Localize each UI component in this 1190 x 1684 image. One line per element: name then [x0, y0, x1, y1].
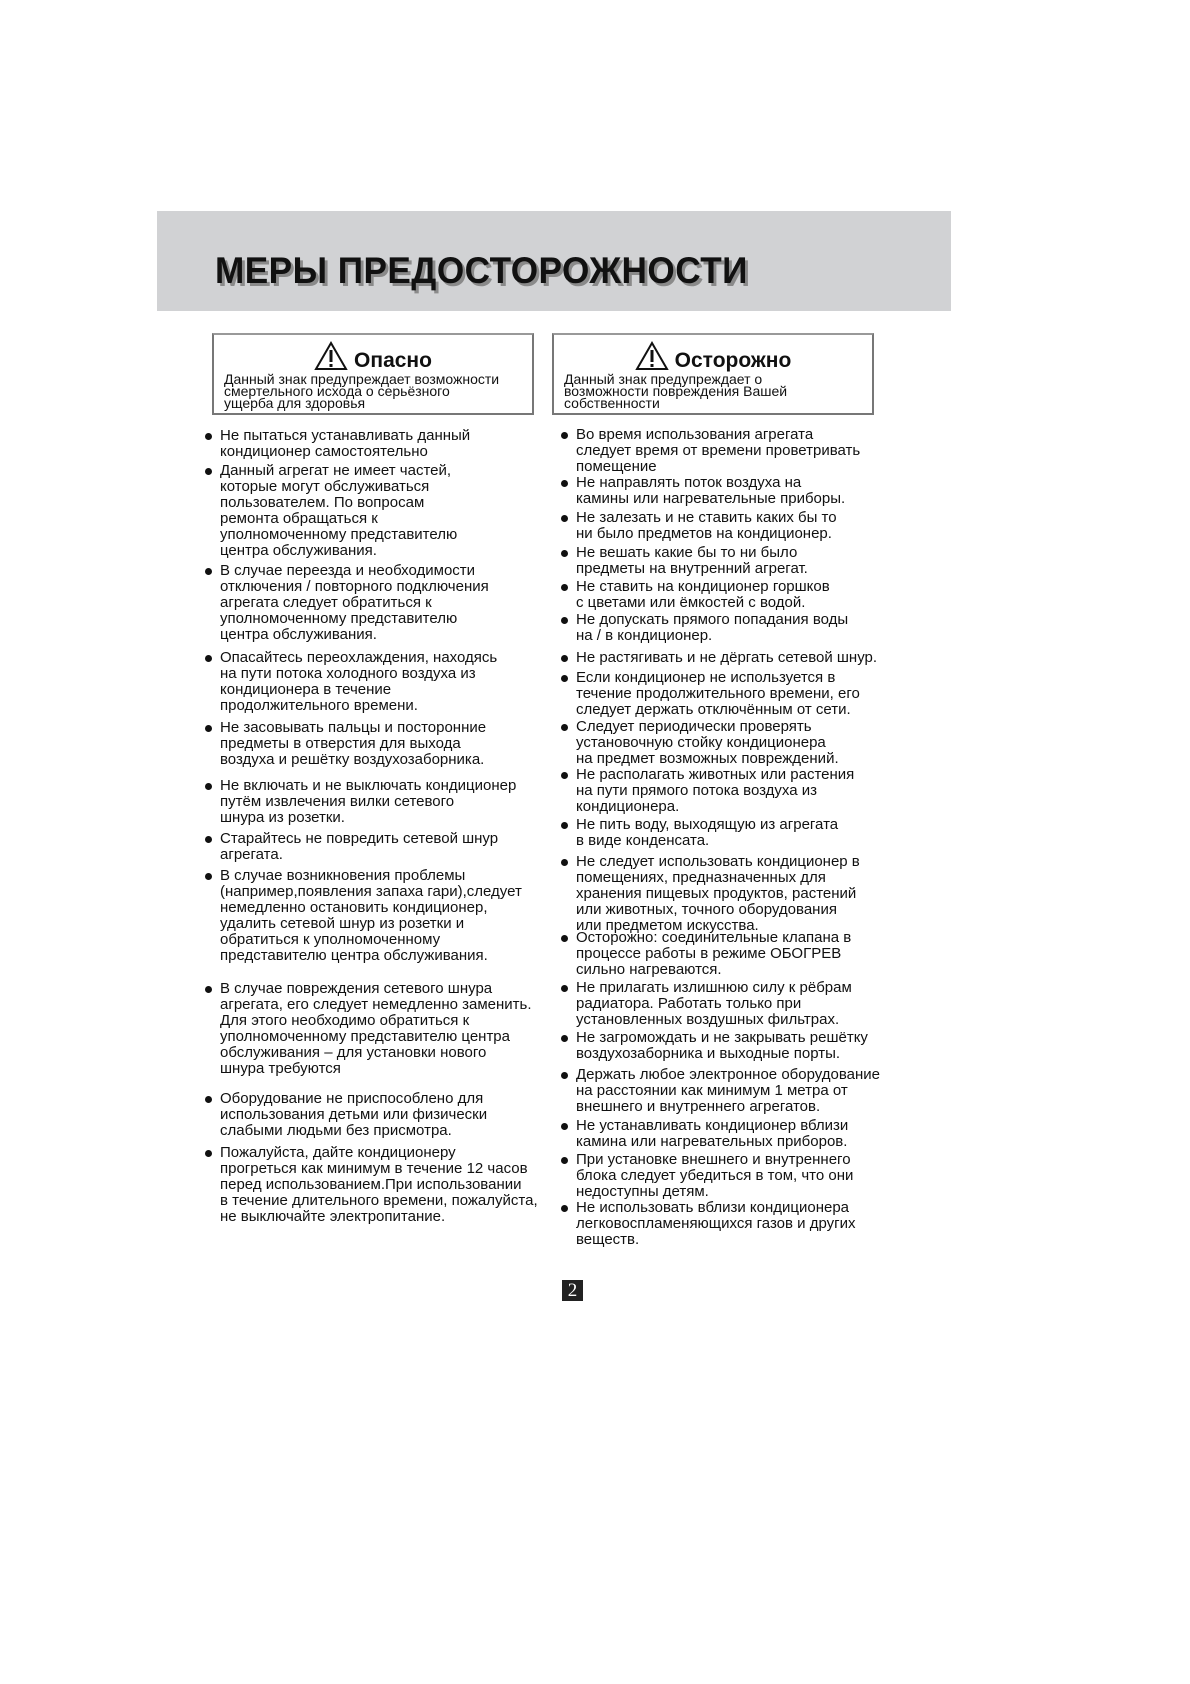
list-item: Держать любое электронное оборудование на расстоянии как минимум 1 метра от внешнего и внутреннего агрегатов. — [576, 1066, 881, 1115]
list-item: Старайтесь не повредить сетевой шнур агрегата. — [220, 830, 499, 863]
list-item: Не пить воду, выходящую из агрегата в виде конденсата. — [576, 816, 839, 849]
list-item: Данный агрегат не имеет частей, которые могут обслуживаться пользователем. По вопросам ремонта обращаться к уполномоченному представителю центра обслуживания. — [220, 462, 458, 559]
warning-triangle-icon — [635, 341, 669, 371]
list-item: Не следует использовать кондиционер в помещениях, предназначенных для хранения пищевых продуктов, растений или животных, точного оборудования или предметом искусства. — [576, 853, 860, 934]
caution-heading: Осторожно — [674, 349, 792, 372]
danger-description: Данный знак предупреждает возможности смертельного исхода о серьёзного ущерба для здоровья — [224, 371, 500, 411]
list-item: Не растягивать и не дёргать сетевой шнур. — [576, 649, 878, 666]
list-item: Не пытаться устанавливать данный кондиционер самостоятельно — [220, 427, 471, 460]
list-item: Опасайтесь переохлаждения, находясь на пути потока холодного воздуха из кондиционера в течение продолжительного времени. — [220, 649, 498, 714]
list-item: В случае повреждения сетевого шнура агрегата, его следует немедленно заменить. Для этого необходимо обратиться к уполномоченному представителю центра обслуживания – для установки нового шнура требуются — [220, 980, 532, 1077]
list-item: Осторожно: соединительные клапана в процессе работы в режиме ОБОГРЕВ сильно нагреваются. — [576, 929, 852, 978]
list-item: Не устанавливать кондиционер вблизи камина или нагревательных приборов. — [576, 1117, 849, 1150]
list-item: Не засовывать пальцы и посторонние предметы в отверстия для выхода воздуха и решётку воздухозаборника. — [220, 719, 487, 768]
list-item: Не ставить на кондиционер горшков с цветами или ёмкостей с водой. — [576, 578, 830, 611]
list-item: Не допускать прямого попадания воды на / в кондиционер. — [576, 611, 849, 644]
list-item: Не располагать животных или растения на пути прямого потока воздуха из кондиционера. — [576, 766, 855, 815]
list-item: Не загромождать и не закрывать решётку воздухозаборника и выходные порты. — [576, 1029, 868, 1062]
list-item: Следует периодически проверять установочную стойку кондиционера на предмет возможных повреждений. — [576, 718, 839, 767]
page-title: МЕРЫ ПРЕДОСТОРОЖНОСТИ — [215, 250, 748, 291]
list-item: В случае переезда и необходимости отключения / повторного подключения агрегата следует обратиться к уполномоченному представителю центра обслуживания. — [220, 562, 489, 643]
list-item: В случае возникновения проблемы (например,появления запаха гари),следует немедленно остановить кондиционер, удалить сетевой шнур из розетки и обратиться к уполномоченному представителю центра обслуживания. — [220, 867, 522, 964]
list-item: Не залезать и не ставить каких бы то ни было предметов на кондиционер. — [576, 509, 837, 542]
list-item: Не вешать какие бы то ни было предметы на внутренний агрегат. — [576, 544, 808, 577]
danger-heading: Опасно — [354, 349, 432, 372]
list-item: Не использовать вблизи кондиционера легковоспламеняющихся газов и других веществ. — [576, 1199, 856, 1248]
page-number: 2 — [562, 1280, 583, 1301]
list-item: Не прилагать излишнюю силу к рёбрам радиатора. Работать только при установленных воздушных фильтрах. — [576, 979, 852, 1028]
caution-description: Данный знак предупреждает о возможности повреждения Вашей собственности — [564, 371, 788, 411]
list-item: Оборудование не приспособлено для использования детьми или физически слабыми людьми без присмотра. — [220, 1090, 488, 1139]
warning-triangle-icon — [314, 341, 348, 371]
list-item: Не включать и не выключать кондиционер путём извлечения вилки сетевого шнура из розетки. — [220, 777, 517, 826]
list-item: Если кондиционер не используется в течение продолжительного времени, его следует держать отключённым от сети. — [576, 669, 860, 718]
list-item: Во время использования агрегата следует время от времени проветривать помещение — [576, 426, 861, 475]
list-item: При установке внешнего и внутреннего блока следует убедиться в том, что они недоступны детям. — [576, 1151, 854, 1200]
list-item: Пожалуйста, дайте кондиционеру прогреться как минимум в течение 12 часов перед использованием.При использовании в течение длительного времени, пожалуйста, не выключайте электропитание. — [220, 1144, 538, 1225]
list-item: Не направлять поток воздуха на камины или нагревательные приборы. — [576, 474, 846, 507]
caution-box — [552, 333, 874, 415]
danger-box — [212, 333, 534, 415]
